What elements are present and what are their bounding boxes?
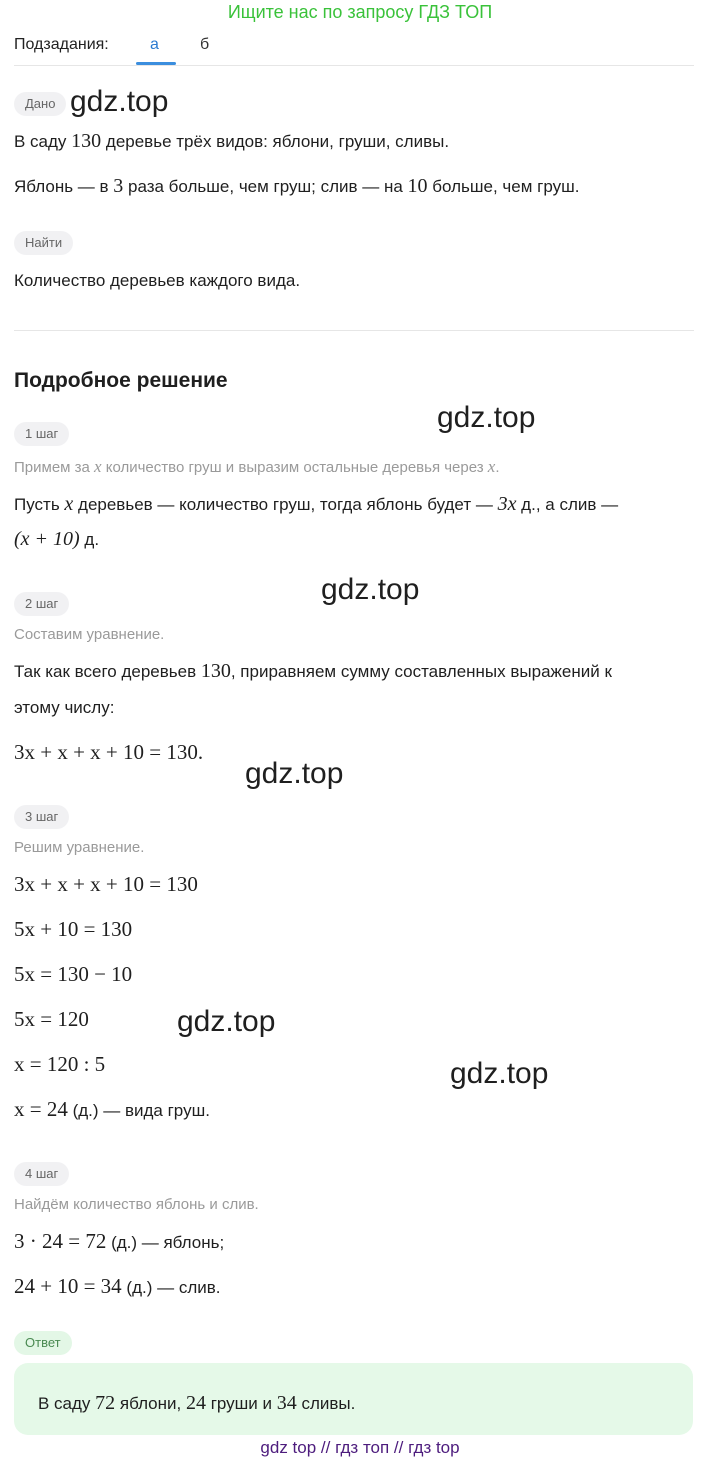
equation-line: 3x + x + x + 10 = 130 — [14, 872, 198, 896]
step-1-line-2 — [14, 528, 99, 551]
text-fragment: яблони, — [115, 1394, 186, 1413]
number: 72 — [95, 1392, 116, 1414]
step-3-badge: 3 шаг — [14, 805, 69, 829]
equation: 3 · 24 = 72 — [14, 1229, 107, 1253]
text-fragment: д. — [79, 530, 100, 549]
step-2-line-2: этому числу: — [14, 698, 115, 717]
tab-b[interactable]: б — [200, 36, 210, 53]
promo-banner[interactable]: Ищите нас по запросу ГДЗ ТОП — [227, 2, 493, 22]
expression: 3x — [497, 493, 517, 515]
step-3-hint: Решим уравнение. — [14, 839, 145, 856]
step-4-badge: 4 шаг — [14, 1162, 69, 1186]
answer-text — [38, 1392, 355, 1415]
number: 34 — [276, 1392, 297, 1414]
equation-line: 5x = 120 — [14, 1007, 89, 1031]
watermark: gdz.top — [245, 757, 344, 790]
equation: x = 24 — [14, 1097, 68, 1121]
equation-line: 5x = 130 − 10 — [14, 962, 133, 986]
step-2-badge: 2 шаг — [14, 592, 69, 616]
solution-title: Подробное решение — [14, 369, 228, 392]
step-2-line-1 — [14, 660, 612, 683]
text-fragment: . — [495, 459, 500, 476]
text-fragment: деревье трёх видов: яблони, груши, сливы. — [101, 132, 450, 151]
equation-line: 5x + 10 = 130 — [14, 917, 133, 941]
apples-line — [14, 1229, 224, 1255]
watermark: gdz.top — [437, 401, 536, 434]
watermark: gdz.top — [177, 1005, 276, 1038]
watermark: gdz.top — [321, 573, 420, 606]
given-line-1 — [14, 130, 449, 153]
answer-badge: Ответ — [14, 1331, 72, 1355]
find-text: Количество деревьев каждого вида. — [14, 271, 301, 290]
step-2-hint: Составим уравнение. — [14, 626, 165, 643]
given-line-2 — [14, 175, 579, 198]
text-fragment: Яблонь — в — [14, 177, 114, 196]
text-fragment: В саду — [14, 132, 72, 151]
subtasks-label: Подзадания: — [14, 36, 109, 53]
section-divider — [14, 330, 694, 331]
variable: x — [64, 493, 74, 515]
step-1-line-1 — [14, 493, 618, 516]
text-fragment: сливы. — [296, 1394, 356, 1413]
equation: 24 + 10 = 34 — [14, 1274, 122, 1298]
step-1-hint — [14, 457, 500, 477]
variable: x — [94, 457, 102, 476]
text-fragment: деревьев — количество груш, тогда яблонь будет — — [73, 495, 498, 514]
equation-result — [14, 1097, 210, 1123]
number: 130 — [71, 130, 102, 152]
expression: (x + 10) — [14, 528, 80, 550]
watermark: gdz.top — [450, 1057, 549, 1090]
text-fragment: груши и — [205, 1394, 277, 1413]
number: 3 — [113, 175, 124, 197]
tab-a[interactable]: а — [150, 36, 159, 53]
variable: x — [487, 457, 496, 476]
given-badge: Дано — [14, 92, 66, 116]
plums-line — [14, 1274, 221, 1300]
text-fragment: д., а слив — — [516, 495, 619, 514]
text-fragment: , приравняем сумму составленных выражений к — [230, 662, 612, 681]
watermark: gdz.top — [70, 85, 169, 118]
text-fragment: Примем за — [14, 459, 95, 476]
number: 130 — [200, 660, 231, 682]
result-note: (д.) — слив. — [121, 1278, 221, 1297]
text-fragment: больше, чем груш. — [427, 177, 580, 196]
footer-links[interactable]: gdz top // гдз топ // гдз top — [260, 1438, 460, 1457]
step-4-hint: Найдём количество яблонь и слив. — [14, 1196, 259, 1213]
result-note: (д.) — вида груш. — [67, 1101, 210, 1120]
number: 10 — [407, 175, 428, 197]
text-fragment: Пусть — [14, 495, 65, 514]
step-1-badge: 1 шаг — [14, 422, 69, 446]
text-fragment: количество груш и выразим остальные деревья через — [101, 459, 488, 476]
text-fragment: В саду — [38, 1394, 96, 1413]
text-fragment: раза больше, чем груш; слив — на — [123, 177, 408, 196]
find-badge: Найти — [14, 231, 73, 255]
tabs-divider — [14, 65, 694, 66]
equation-line: x = 120 : 5 — [14, 1052, 106, 1076]
result-note: (д.) — яблонь; — [106, 1233, 225, 1252]
text-fragment: Так как всего деревьев — [14, 662, 201, 681]
step-2-equation: 3x + x + x + 10 = 130. — [14, 740, 204, 764]
number: 24 — [185, 1392, 206, 1414]
